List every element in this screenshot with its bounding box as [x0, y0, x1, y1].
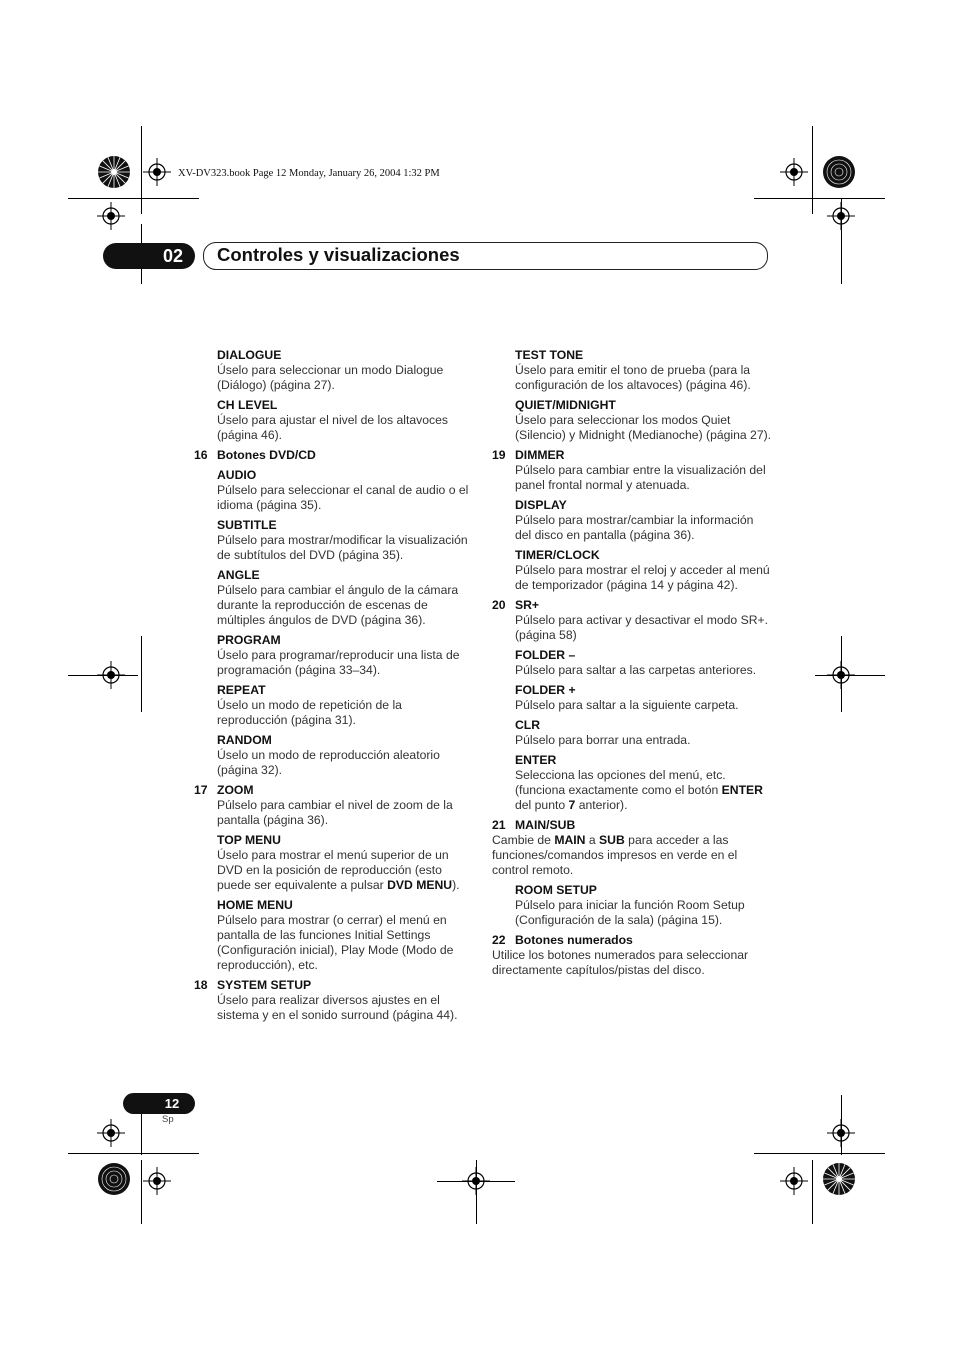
bold-term: 7 [568, 798, 576, 812]
registration-target [143, 158, 171, 186]
entry-item [192, 348, 474, 393]
entry-item [490, 753, 772, 813]
entry-title: DISPLAY [515, 498, 567, 512]
entry-title: CH LEVEL [217, 398, 278, 412]
registration-target [827, 202, 855, 230]
text-span: Cambie de [492, 833, 555, 847]
entry-title: DIALOGUE [217, 348, 282, 362]
registration-target [462, 1167, 490, 1195]
bold-term: ENTER [721, 783, 763, 797]
page-number: 12 [164, 1096, 180, 1111]
entry-title: Botones numerados [515, 933, 633, 947]
entry-description: Púlselo para borrar una entrada. [515, 733, 691, 747]
entry-description: Úselo un modo de reproducción aleatorio (página 32). [217, 748, 440, 777]
entry-item [192, 733, 474, 778]
entry-item [192, 468, 474, 513]
registration-target [780, 1167, 808, 1195]
registration-target [827, 1119, 855, 1147]
text-span: anterior). [575, 798, 628, 812]
entry-title: FOLDER + [515, 683, 576, 697]
registration-target [143, 1167, 171, 1195]
entry-title: CLR [515, 718, 541, 732]
entry-description: Úselo para seleccionar los modos Quiet (Silencio) y Midnight (Medianoche) (página 27). [515, 413, 772, 442]
entry-description: Utilice los botones numerados para seleccionar directamente capítulos/pistas del disco. [492, 948, 749, 977]
page-language: Sp [162, 1114, 174, 1125]
text-span: del punto [515, 798, 569, 812]
text-span: ). [452, 878, 460, 892]
entry-item [192, 783, 474, 828]
entry-title: SUBTITLE [217, 518, 277, 532]
entry-item [490, 818, 772, 878]
entry-item [490, 933, 772, 978]
entry-title: Botones DVD/CD [217, 448, 316, 462]
entry-title: ENTER [515, 753, 557, 767]
entry-title: SYSTEM SETUP [217, 978, 312, 992]
right-column [490, 348, 772, 983]
entry-item [490, 883, 772, 928]
entry-description [217, 848, 474, 893]
entry-description: Púlselo para mostrar (o cerrar) el menú en pantalla de las funciones Initial Settings (Configuración inicial), Play Mode (Modo de reproducción), etc. [217, 913, 454, 972]
entry-description [515, 768, 772, 813]
rosette-mark [823, 156, 855, 188]
entry-item [192, 683, 474, 728]
entry-item [192, 518, 474, 563]
entry-description: Púlselo para iniciar la función Room Setup (Configuración de la sala) (página 15). [515, 898, 745, 927]
text-span: a [585, 833, 600, 847]
entry-item [490, 683, 772, 713]
entry-title: AUDIO [217, 468, 257, 482]
chapter-number: 02 [162, 246, 184, 266]
chapter-title: Controles y visualizaciones [217, 244, 460, 265]
entry-title: FOLDER – [515, 648, 576, 662]
entry-description: Púlselo para activar y desactivar el modo SR+. (página 58) [515, 613, 769, 642]
entry-item [490, 448, 772, 493]
entry-number: 21 [492, 818, 506, 832]
rosette-mark [98, 1163, 130, 1195]
entry-item [192, 633, 474, 678]
entry-description: Púlselo para mostrar el reloj y acceder al menú de temporizador (página 14 y página 42). [515, 563, 770, 592]
entry-description: Púlselo para mostrar/modificar la visualización de subtítulos del DVD (página 35). [217, 533, 468, 562]
registration-target [97, 202, 125, 230]
starburst-mark [823, 1163, 855, 1195]
bold-term: DVD MENU [387, 878, 453, 892]
text-span: Úselo para mostrar el menú superior de un DVD en la posición de reproducción (esto puede ser equivalente a pulsar [217, 848, 449, 892]
entry-title: ZOOM [217, 783, 254, 797]
entry-item [192, 398, 474, 443]
registration-target [97, 1119, 125, 1147]
entry-description: Úselo para seleccionar un modo Dialogue (Diálogo) (página 27). [217, 363, 444, 392]
entry-description [492, 833, 772, 878]
entry-number: 20 [492, 598, 506, 612]
entry-title: TOP MENU [217, 833, 281, 847]
entry-number: 18 [194, 978, 208, 992]
entry-title: TIMER/CLOCK [515, 548, 600, 562]
text-span: Selecciona las opciones del menú, etc. (funciona exactamente como el botón [515, 768, 726, 797]
entry-item [490, 498, 772, 543]
entry-title: QUIET/MIDNIGHT [515, 398, 616, 412]
starburst-mark [98, 156, 130, 188]
entry-number: 22 [492, 933, 506, 947]
entry-item [192, 448, 474, 463]
entry-description: Púlselo para mostrar/cambiar la información del disco en pantalla (página 36). [515, 513, 754, 542]
entry-title: REPEAT [217, 683, 266, 697]
entry-title: ANGLE [217, 568, 260, 582]
entry-description: Púlselo para cambiar el ángulo de la cámara durante la reproducción de escenas de múltiples ángulos de DVD (página 36). [217, 583, 459, 627]
entry-item [192, 978, 474, 1023]
registration-target [827, 661, 855, 689]
entry-description: Púlselo para cambiar el nivel de zoom de la pantalla (página 36). [217, 798, 453, 827]
entry-description: Úselo para ajustar el nivel de los altavoces (página 46). [217, 413, 449, 442]
entry-description: Úselo para programar/reproducir una lista de programación (página 33–34). [217, 648, 460, 677]
entry-title: RANDOM [217, 733, 272, 747]
entry-title: HOME MENU [217, 898, 293, 912]
entry-item [490, 398, 772, 443]
entry-item [490, 718, 772, 748]
entry-number: 16 [194, 448, 208, 462]
registration-target [780, 158, 808, 186]
entry-title: MAIN/SUB [515, 818, 576, 832]
entry-description: Púlselo para saltar a las carpetas anteriores. [515, 663, 757, 677]
registration-target [97, 661, 125, 689]
entry-number: 19 [492, 448, 506, 462]
entry-item [192, 568, 474, 628]
entry-item [192, 898, 474, 973]
entry-item [490, 548, 772, 593]
file-meta-line: XV-DV323.book Page 12 Monday, January 26, 2004 1:32 PM [178, 168, 440, 179]
entry-title: ROOM SETUP [515, 883, 597, 897]
entry-item [490, 648, 772, 678]
text-span: para acceder a las funciones/comandos impresos en verde en el control remoto. [492, 833, 738, 877]
entry-number: 17 [194, 783, 208, 797]
left-column [192, 348, 474, 1028]
entry-description: Úselo un modo de repetición de la reproducción (página 31). [217, 698, 402, 727]
entry-title: PROGRAM [217, 633, 281, 647]
bold-term: MAIN [554, 833, 586, 847]
entry-description: Púlselo para saltar a la siguiente carpeta. [515, 698, 739, 712]
entry-item [490, 598, 772, 643]
entry-item [192, 833, 474, 893]
entry-description: Púlselo para seleccionar el canal de audio o el idioma (página 35). [217, 483, 469, 512]
entry-description: Púlselo para cambiar entre la visualización del panel frontal normal y atenuada. [515, 463, 766, 492]
entry-title: SR+ [515, 598, 540, 612]
entry-title: DIMMER [515, 448, 565, 462]
entry-title: TEST TONE [515, 348, 584, 362]
entry-description: Úselo para realizar diversos ajustes en el sistema y en el sonido surround (página 44). [217, 993, 458, 1022]
entry-item [490, 348, 772, 393]
entry-description: Úselo para emitir el tono de prueba (para la configuración de los altavoces) (página 46). [515, 363, 751, 392]
bold-term: SUB [599, 833, 625, 847]
